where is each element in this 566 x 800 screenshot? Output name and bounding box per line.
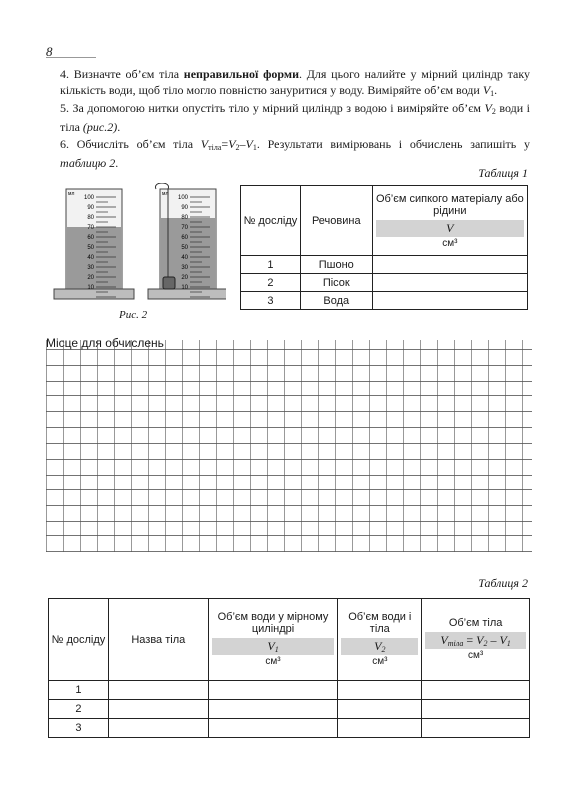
- t2-header-name: Назва тіла: [108, 599, 208, 681]
- svg-text:мл: мл: [162, 191, 169, 197]
- step-5-text: 5. За допомогою нитки опустіть тіло у мірний циліндр з водою і виміряйте об’єм $V_2$ води і тіла (рис.2).: [60, 101, 530, 134]
- t2-header-v1: Об’єм води у мірному циліндрі $V_1$ см³: [208, 599, 338, 681]
- t2-cell-input[interactable]: [108, 700, 208, 719]
- t2-cell-input[interactable]: [338, 681, 422, 700]
- cylinder-1-base: [54, 289, 134, 299]
- table-row: 1: [49, 681, 530, 700]
- scale-label: 10: [87, 285, 94, 291]
- calculation-grid[interactable]: [46, 340, 532, 552]
- table-1: [240, 185, 528, 310]
- table-2: [48, 598, 530, 738]
- scale-label: 70: [87, 225, 94, 231]
- table-row: 3 Вода: [241, 292, 528, 310]
- scale-label: 20: [181, 275, 188, 281]
- table-row: 2: [49, 700, 530, 719]
- scale-label: 50: [181, 245, 188, 251]
- scale-label: 70: [181, 225, 188, 231]
- page-number: 8: [46, 44, 53, 59]
- t2-cell-input[interactable]: [422, 700, 530, 719]
- cylinder-2: [148, 183, 226, 299]
- t1-unit: см³: [442, 237, 458, 249]
- scale-label: 30: [87, 265, 94, 271]
- scale-label: 80: [87, 215, 94, 221]
- t2-cell-input[interactable]: [108, 681, 208, 700]
- t2-cell-input[interactable]: [422, 719, 530, 738]
- page-number-rule: [46, 57, 96, 58]
- t2-cell-input[interactable]: [422, 681, 530, 700]
- t1-symbol-v: V: [376, 220, 524, 237]
- calculation-area-label: Місце для обчислень: [46, 336, 164, 350]
- scale-label: 100: [177, 195, 188, 201]
- t2-cell-input[interactable]: [208, 681, 338, 700]
- t1-header-substance: Речовина: [300, 186, 372, 256]
- t1-header-num: № досліду: [241, 186, 301, 256]
- water-level-1: [67, 227, 121, 290]
- weight-body: [163, 277, 175, 289]
- t2-cell-input[interactable]: [208, 700, 338, 719]
- scale-label: 80: [181, 215, 188, 221]
- t1-cell-input[interactable]: [372, 292, 527, 310]
- scale-label: 100: [83, 195, 94, 201]
- scale-label: 40: [87, 255, 94, 261]
- t2-cell-input[interactable]: [338, 700, 422, 719]
- figure-caption: Рис. 2: [119, 309, 148, 321]
- t2-header-vbody: Об’єм тіла $V_{тіла} = V_2 - V_1$ см³: [422, 599, 530, 681]
- table-row: 3: [49, 719, 530, 738]
- measuring-cylinders-figure: [46, 183, 226, 305]
- t2-cell-input[interactable]: [108, 719, 208, 738]
- t1-header-volume: Об’єм сипкого матеріалу або рідини V см³: [372, 186, 527, 256]
- scale-label: 20: [87, 275, 94, 281]
- scale-label: 30: [181, 265, 188, 271]
- table-row: 2 Пісок: [241, 274, 528, 292]
- scale-label: 60: [87, 235, 94, 241]
- svg-text:мл: мл: [68, 191, 75, 197]
- scale-label: 40: [181, 255, 188, 261]
- t1-cell-input[interactable]: [372, 256, 527, 274]
- table-2-caption: Таблиця 2: [478, 576, 528, 590]
- scale-label: 50: [87, 245, 94, 251]
- cylinder-1: [54, 189, 134, 299]
- t2-header-v2: Об’єм води і тіла $V_2$ см³: [338, 599, 422, 681]
- t2-cell-input[interactable]: [208, 719, 338, 738]
- scale-label: 10: [181, 285, 188, 291]
- scale-label: 90: [87, 205, 94, 211]
- table-row: 1 Пшоно: [241, 256, 528, 274]
- t1-cell-input[interactable]: [372, 274, 527, 292]
- step-4-text: 4. Визначте об’єм тіла неправильної форми. Для цього налийте у мірний циліндр таку кількість води, щоб тіло могло повністю зануритися у воду. Виміряйте об’єм води $V_1$.: [60, 67, 530, 98]
- t2-cell-input[interactable]: [338, 719, 422, 738]
- scale-label: 90: [181, 205, 188, 211]
- step-6-text: 6. Обчисліть об’єм тіла $V_{тіла}=V_2-V_1$. Результати вимірювань і обчислень запишіть у таблицю 2.: [60, 137, 530, 170]
- scale-label: 60: [181, 235, 188, 241]
- table-1-caption: Таблиця 1: [478, 166, 528, 180]
- t2-header-num: № досліду: [49, 599, 109, 681]
